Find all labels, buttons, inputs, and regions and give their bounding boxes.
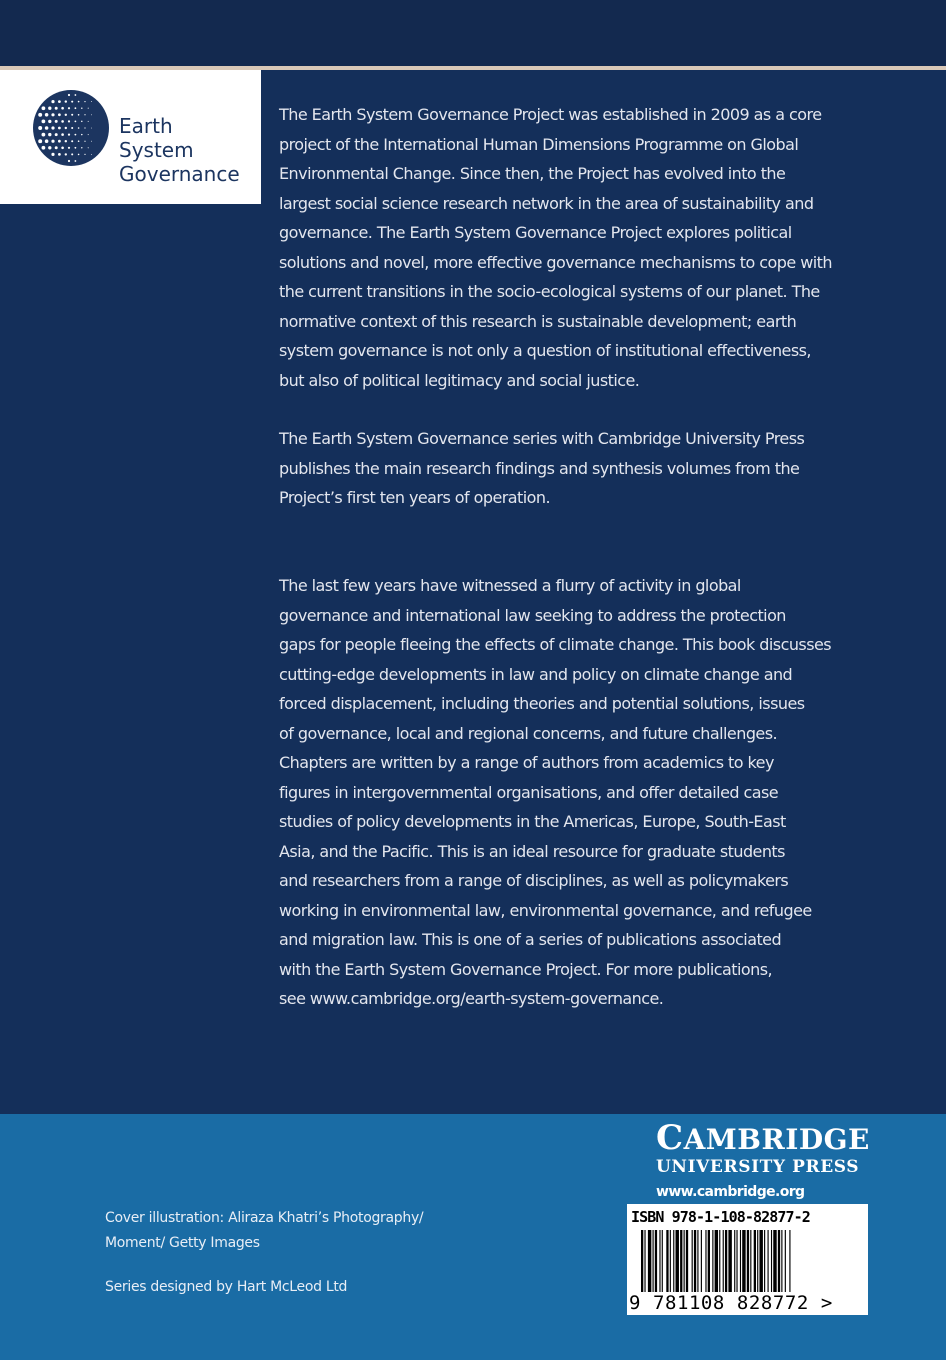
globe-dot — [84, 127, 85, 128]
globe-dot — [42, 120, 46, 124]
globe-dot — [48, 146, 51, 149]
logo-line-earth: Earth — [119, 114, 173, 138]
globe-dot — [78, 140, 80, 142]
globe-dot — [71, 153, 73, 155]
publisher-name — [656, 1118, 870, 1158]
barcode-bar — [655, 1230, 657, 1292]
globe-dot — [55, 120, 58, 123]
globe-dot — [91, 114, 92, 115]
text-line: governance. The Earth System Governance Project explores political — [279, 223, 792, 242]
globe-dot — [74, 160, 76, 162]
globe-dot — [71, 101, 73, 103]
text-line: Environmental Change. Since then, the Project has evolved into the — [279, 164, 786, 183]
text-line: forced displacement, including theories and potential solutions, issues — [279, 694, 805, 713]
barcode — [641, 1230, 853, 1292]
credit-line: Cover illustration: Aliraza Khatri’s Photography/ — [105, 1210, 424, 1226]
globe-dot — [58, 140, 61, 143]
globe-dot — [74, 120, 76, 122]
text-line: gaps for people fleeing the effects of climate change. This book discusses — [279, 635, 832, 654]
publisher-name-rest: AMBRIDGE — [683, 1123, 870, 1156]
barcode-bar — [764, 1230, 765, 1292]
barcode-bar — [742, 1230, 745, 1292]
globe-dot — [58, 127, 61, 130]
text-line: of governance, local and regional concerns, and future challenges. — [279, 723, 778, 743]
globe-dot — [78, 154, 80, 156]
text-line: project of the International Human Dimensions Programme on Global — [279, 134, 799, 154]
barcode-bar — [747, 1230, 749, 1292]
globe-dot — [38, 139, 42, 143]
barcode-bar — [771, 1230, 772, 1292]
barcode-bar — [740, 1230, 741, 1292]
barcode-bar — [644, 1230, 645, 1292]
globe-dot — [71, 140, 73, 142]
globe-dot — [91, 141, 92, 142]
globe-dot — [68, 94, 70, 96]
globe-dot — [38, 126, 42, 130]
globe-dot — [84, 101, 85, 102]
barcode-bar — [785, 1230, 786, 1292]
globe-dot — [81, 147, 82, 148]
globe-dot — [74, 134, 76, 136]
globe-dot — [68, 107, 70, 109]
barcode-bar — [725, 1230, 727, 1292]
logo-line-governance: Governance — [119, 162, 240, 186]
barcode-bar — [684, 1230, 685, 1292]
globe-dot — [84, 141, 85, 142]
globe-dot — [61, 147, 64, 150]
globe-dot — [88, 108, 89, 109]
publisher-url: www.cambridge.org — [656, 1184, 805, 1200]
globe-dot — [51, 100, 54, 103]
globe-dot — [38, 113, 42, 117]
globe-dot — [65, 140, 67, 142]
text-line: system governance is not only a question of institutional effectiveness, — [279, 341, 811, 360]
barcode-bar — [734, 1230, 735, 1292]
text-line: solutions and novel, more effective governance mechanisms to cope with — [279, 252, 832, 272]
publisher-press: UNIVERSITY PRESS — [656, 1157, 860, 1177]
globe-dot — [51, 126, 54, 129]
globe-dot — [78, 101, 80, 103]
globe-dot — [51, 113, 54, 116]
globe-dot — [61, 120, 64, 123]
globe-dot — [74, 147, 76, 149]
barcode-bar — [670, 1230, 671, 1292]
text-line: and migration law. This is one of a series of publications associated — [279, 930, 782, 949]
globe-dot — [45, 139, 49, 143]
globe-dot — [81, 121, 82, 122]
globe-dot — [42, 146, 46, 150]
barcode-bar — [778, 1230, 780, 1292]
globe-dot — [51, 140, 54, 143]
globe-dot — [61, 107, 64, 110]
globe-dot — [74, 94, 76, 96]
barcode-bar — [680, 1230, 682, 1292]
barcode-bar — [676, 1230, 679, 1292]
barcode-bar — [692, 1230, 693, 1292]
barcode-bar — [641, 1230, 643, 1292]
barcode-bar — [789, 1230, 790, 1292]
globe-dot — [58, 153, 61, 156]
globe-dot — [68, 120, 70, 122]
globe-dot — [91, 128, 92, 129]
barcode-bar — [648, 1230, 651, 1292]
globe-dot — [84, 114, 85, 115]
book-description — [279, 571, 879, 1014]
logo-line-system: System — [119, 138, 194, 162]
barcode-bar — [768, 1230, 769, 1292]
globe-dot — [81, 134, 82, 135]
globe-dot — [88, 134, 89, 135]
cambridge-university-press-logo — [656, 1118, 870, 1202]
globe-dot — [45, 113, 49, 117]
barcode-bar — [719, 1230, 720, 1292]
barcode-bar — [659, 1230, 660, 1292]
globe-dot — [91, 154, 92, 155]
globe-dot — [68, 147, 70, 149]
isbn-digits: 9 781108 828772 > — [629, 1292, 833, 1314]
text-line: with the Earth System Governance Project. For more publications, — [279, 959, 773, 979]
barcode-bar — [712, 1230, 713, 1292]
globe-dot — [88, 147, 89, 148]
globe-dot — [71, 114, 73, 116]
text-line: governance and international law seeking to address the protection — [279, 605, 786, 625]
globe-dot — [71, 127, 73, 129]
cover-illustration-credit — [105, 1206, 423, 1256]
globe-dot — [81, 107, 82, 108]
globe-dot — [65, 114, 67, 116]
text-line: The last few years have witnessed a flurry of activity in global — [279, 576, 741, 595]
globe-dot — [74, 107, 76, 109]
globe-dot — [65, 153, 67, 155]
globe-dot — [91, 101, 92, 102]
barcode-bar — [736, 1230, 737, 1292]
series-publisher-note — [279, 424, 879, 513]
text-line: Asia, and the Pacific. This is an ideal resource for graduate students — [279, 841, 785, 861]
barcode-bar — [694, 1230, 696, 1292]
text-line: studies of policy developments in the Americas, Europe, South-East — [279, 812, 786, 831]
text-line: Project’s first ten years of operation. — [279, 488, 551, 507]
globe-dot — [78, 127, 80, 129]
globe-icon — [32, 89, 110, 167]
globe-dot — [42, 133, 46, 137]
logo-wordmark — [119, 114, 240, 186]
credit-line: Series designed by Hart McLeod Ltd — [105, 1279, 348, 1295]
globe-dot — [48, 120, 51, 123]
barcode-bar — [697, 1230, 698, 1292]
globe-dot — [51, 153, 54, 156]
globe-dot — [42, 106, 46, 110]
globe-dot — [84, 154, 85, 155]
globe-dot — [68, 160, 70, 162]
globe-dot — [48, 133, 51, 136]
globe-dot — [65, 100, 67, 102]
barcode-bar — [673, 1230, 674, 1292]
barcode-bar — [781, 1230, 782, 1292]
barcode-bar — [708, 1230, 710, 1292]
barcode-bar — [715, 1230, 718, 1292]
text-line: see www.cambridge.org/earth-system-governance. — [279, 989, 664, 1008]
globe-dot — [55, 133, 58, 136]
top-strip — [0, 0, 946, 66]
barcode-bar — [759, 1230, 762, 1292]
text-line: Chapters are written by a range of authors from academics to key — [279, 753, 774, 772]
barcode-bar — [757, 1230, 758, 1292]
text-line: publishes the main research findings and synthesis volumes from the — [279, 458, 800, 478]
globe-dot — [65, 127, 67, 129]
globe-dot — [88, 121, 89, 122]
barcode-bar — [728, 1230, 731, 1292]
globe-dot — [58, 113, 61, 116]
credit-line: Moment/ Getty Images — [105, 1235, 260, 1251]
barcode-bar — [666, 1230, 668, 1292]
globe-dot — [78, 114, 80, 116]
barcode-bar — [750, 1230, 751, 1292]
isbn-label: ISBN 978-1-108-82877-2 — [631, 1208, 810, 1226]
text-line: The Earth System Governance series with Cambridge University Press — [279, 429, 805, 448]
text-line: but also of political legitimacy and social justice. — [279, 370, 640, 390]
text-line: and researchers from a range of disciplines, as well as policymakers — [279, 871, 789, 890]
publisher-initial: C — [656, 1118, 684, 1158]
barcode-bar — [723, 1230, 724, 1292]
text-line: the current transitions in the socio-ecological systems of our planet. The — [279, 282, 820, 301]
text-line: normative context of this research is sustainable development; earth — [279, 311, 797, 331]
globe-dot — [58, 100, 61, 103]
barcode-bar — [773, 1230, 776, 1292]
barcode-bar — [686, 1230, 688, 1292]
globe-dot — [55, 107, 58, 110]
globe-dot — [55, 146, 58, 149]
globe-dot — [45, 126, 49, 130]
barcode-bar — [653, 1230, 654, 1292]
text-line: working in environmental law, environmental governance, and refugee — [279, 900, 812, 920]
series-description — [279, 100, 879, 395]
text-line: figures in intergovernmental organisations, and offer detailed case — [279, 782, 779, 802]
barcode-bar — [754, 1230, 756, 1292]
barcode-bar — [662, 1230, 663, 1292]
barcode-bar — [701, 1230, 702, 1292]
globe-dot — [48, 107, 51, 110]
earth-system-governance-logo — [0, 70, 261, 204]
text-line: cutting-edge developments in law and policy on climate change and — [279, 664, 793, 684]
globe-dot — [68, 134, 70, 136]
barcode-bar — [705, 1230, 706, 1292]
text-line: largest social science research network in the area of sustainability and — [279, 193, 814, 213]
series-design-credit — [105, 1275, 347, 1300]
text-line: The Earth System Governance Project was established in 2009 as a core — [279, 105, 822, 124]
globe-dot — [61, 133, 64, 136]
isbn-barcode-box — [627, 1204, 868, 1315]
